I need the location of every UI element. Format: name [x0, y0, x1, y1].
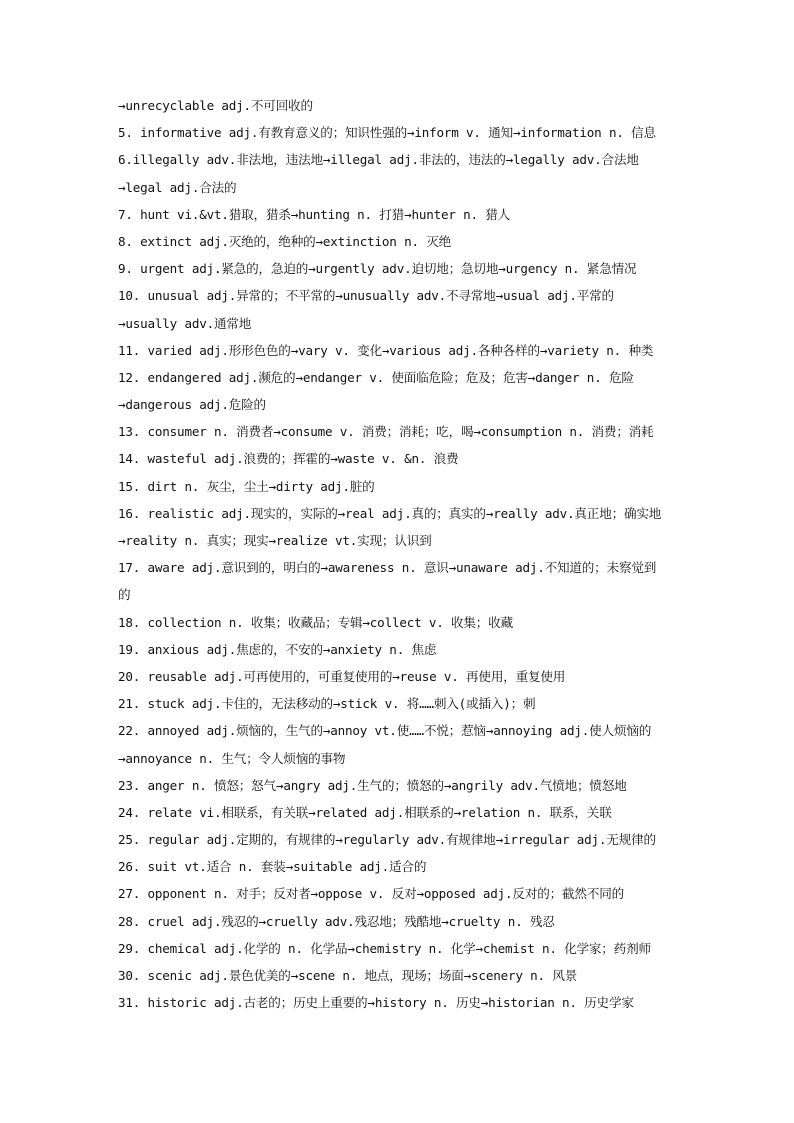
text-line: 5. informative adj.有教育意义的；知识性强的→inform v. 通知→information n. 信息: [118, 125, 656, 141]
text-line: 20. reusable adj.可再使用的，可重复使用的→reuse v. 再使用，重复使用: [118, 668, 566, 684]
text-line: 25. regular adj.定期的，有规律的→regularly adv.有规律地→irregular adj.无规律的: [118, 832, 656, 848]
text-line: →legal adj.合法的: [118, 179, 237, 195]
text-line: 7. hunt vi.&vt.猎取，猎杀→hunting n. 打猎→hunter n. 猎人: [118, 206, 511, 222]
text-line: 12. endangered adj.濒危的→endanger v. 使面临危险；危及；危害→danger n. 危险: [118, 369, 634, 385]
text-line: 16. realistic adj.现实的，实际的→real adj.真的；真实的→really adv.真正地；确实地: [118, 505, 662, 521]
text-line: 14. wasteful adj.浪费的；挥霍的→waste v. &n. 浪费: [118, 451, 459, 467]
text-line: 23. anger n. 愤怒；怒气→angry adj.生气的；愤怒的→angrily adv.气愤地；愤怒地: [118, 777, 627, 793]
document-page: [118, 92, 680, 1016]
text-line: 6.illegally adv.非法地，违法地→illegal adj.非法的，违法的→legally adv.合法地: [118, 152, 639, 168]
text-line: 30. scenic adj.景色优美的→scene n. 地点，现场；场面→scenery n. 风景: [118, 968, 578, 983]
text-line: →unrecyclable adj.不可回收的: [118, 98, 313, 113]
text-line: 13. consumer n. 消费者→consume v. 消费；消耗；吃，喝→consumption n. 消费；消耗: [118, 424, 654, 440]
text-line: 21. stuck adj.卡住的，无法移动的→stick v. 将……刺入(或插入)；刺: [118, 696, 536, 712]
text-line: 18. collection n. 收集；收藏品；专辑→collect v. 收集；收藏: [118, 614, 513, 630]
text-line: 15. dirt n. 灰尘，尘土→dirty adj.脏的: [118, 478, 375, 494]
text-line: 24. relate vi.相联系，有关联→related adj.相联系的→relation n. 联系，关联: [118, 804, 612, 820]
text-line: 27. opponent n. 对手；反对者→oppose v. 反对→opposed adj.反对的；截然不同的: [118, 886, 624, 902]
text-line: 17. aware adj.意识到的，明白的→awareness n. 意识→unaware adj.不知道的；未察觉到: [118, 560, 657, 576]
text-line: →usually adv.通常地: [118, 315, 252, 331]
text-line: →dangerous adj.危险的: [118, 397, 266, 413]
text-line: 9. urgent adj.紧急的，急迫的→urgently adv.迫切地；急切地→urgency n. 紧急情况: [118, 261, 637, 277]
text-line: 29. chemical adj.化学的 n. 化学品→chemistry n. 化学→chemist n. 化学家；药剂师: [118, 940, 651, 956]
text-line: 28. cruel adj.残忍的→cruelly adv.残忍地；残酷地→cruelty n. 残忍: [118, 913, 555, 929]
text-line: 22. annoyed adj.烦恼的，生气的→annoy vt.使……不悦；惹恼→annoying adj.使人烦恼的: [118, 723, 652, 739]
text-line: 10. unusual adj.异常的；不平常的→unusually adv.不寻常地→usual adj.平常的: [118, 288, 614, 304]
text-line: →annoyance n. 生气；令人烦恼的事物: [118, 750, 346, 766]
text-line: 31. historic adj.古老的；历史上重要的→history n. 历史→historian n. 历史学家: [118, 995, 634, 1011]
text-line: 19. anxious adj.焦虑的，不安的→anxiety n. 焦虑: [118, 641, 437, 657]
text-line: 的: [118, 587, 131, 603]
text-line: →reality n. 真实；现实→realize vt.实现；认识到: [118, 533, 432, 548]
text-line: 26. suit vt.适合 n. 套装→suitable adj.适合的: [118, 859, 427, 875]
text-line: 11. varied adj.形形色色的→vary v. 变化→various adj.各种各样的→variety n. 种类: [118, 342, 654, 358]
text-line: 8. extinct adj.灭绝的，绝种的→extinction n. 灭绝: [118, 233, 452, 249]
